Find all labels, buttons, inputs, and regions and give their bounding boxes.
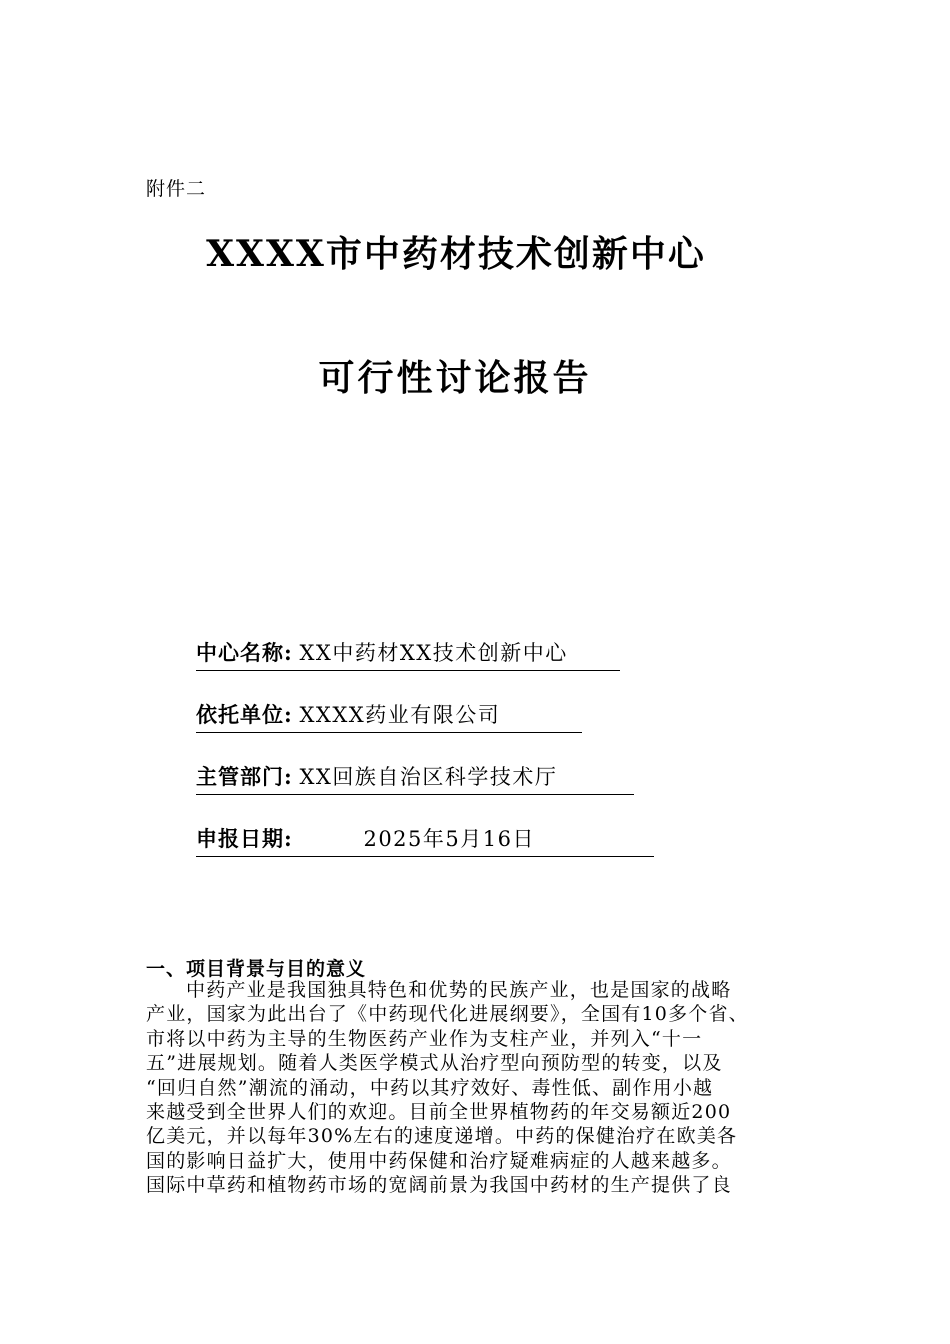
- attachment-label: 附件二: [146, 178, 207, 200]
- info-row-supporting-unit: [196, 702, 582, 733]
- paragraph-line: 亿美元，并以每年30%左右的速度递增。中药的保健治疗在欧美各: [146, 1125, 738, 1148]
- date-value: 2025年5月16日: [363, 827, 535, 851]
- section-heading: 一、项目背景与目的意义: [146, 958, 367, 980]
- paragraph-line: 市将以中药为主导的生物医药产业作为支柱产业，并列入“十一: [146, 1027, 703, 1050]
- supporting-unit-value: XXXX药业有限公司: [299, 703, 501, 727]
- document-title: XXXX市中药材技术创新中心: [206, 233, 706, 275]
- center-name-label: 中心名称:: [196, 640, 293, 665]
- center-name-value: XX中药材XX技术创新中心: [299, 641, 568, 665]
- info-row-center-name: [196, 640, 620, 671]
- paragraph-line: 五”进展规划。随着人类医学模式从治疗型向预防型的转变，以及: [146, 1052, 723, 1075]
- section-paragraph: [146, 978, 826, 1198]
- paragraph-line: “回归自然”潮流的涌动，中药以其疗效好、毒性低、副作用小越: [146, 1076, 714, 1099]
- info-row-date: [196, 826, 654, 857]
- info-row-department: [196, 764, 634, 795]
- supporting-unit-label: 依托单位:: [196, 702, 293, 727]
- date-label: 申报日期:: [196, 826, 293, 851]
- paragraph-line: 国际中草药和植物药市场的宽阔前景为我国中药材的生产提供了良: [146, 1174, 732, 1197]
- paragraph-line: 来越受到全世界人们的欢迎。目前全世界植物药的年交易额近200: [146, 1101, 732, 1124]
- document-subtitle: 可行性讨论报告: [318, 357, 592, 399]
- paragraph-line: 中药产业是我国独具特色和优势的民族产业，也是国家的战略: [186, 979, 732, 1001]
- department-value: XX回族自治区科学技术厅: [299, 765, 558, 789]
- paragraph-line: 国的影响日益扩大，使用中药保健和治疗疑难病症的人越来越多。: [146, 1149, 732, 1172]
- paragraph-line: 产业，国家为此出台了《中药现代化进展纲要》，全国有10多个省、: [146, 1003, 749, 1026]
- department-label: 主管部门:: [196, 764, 293, 789]
